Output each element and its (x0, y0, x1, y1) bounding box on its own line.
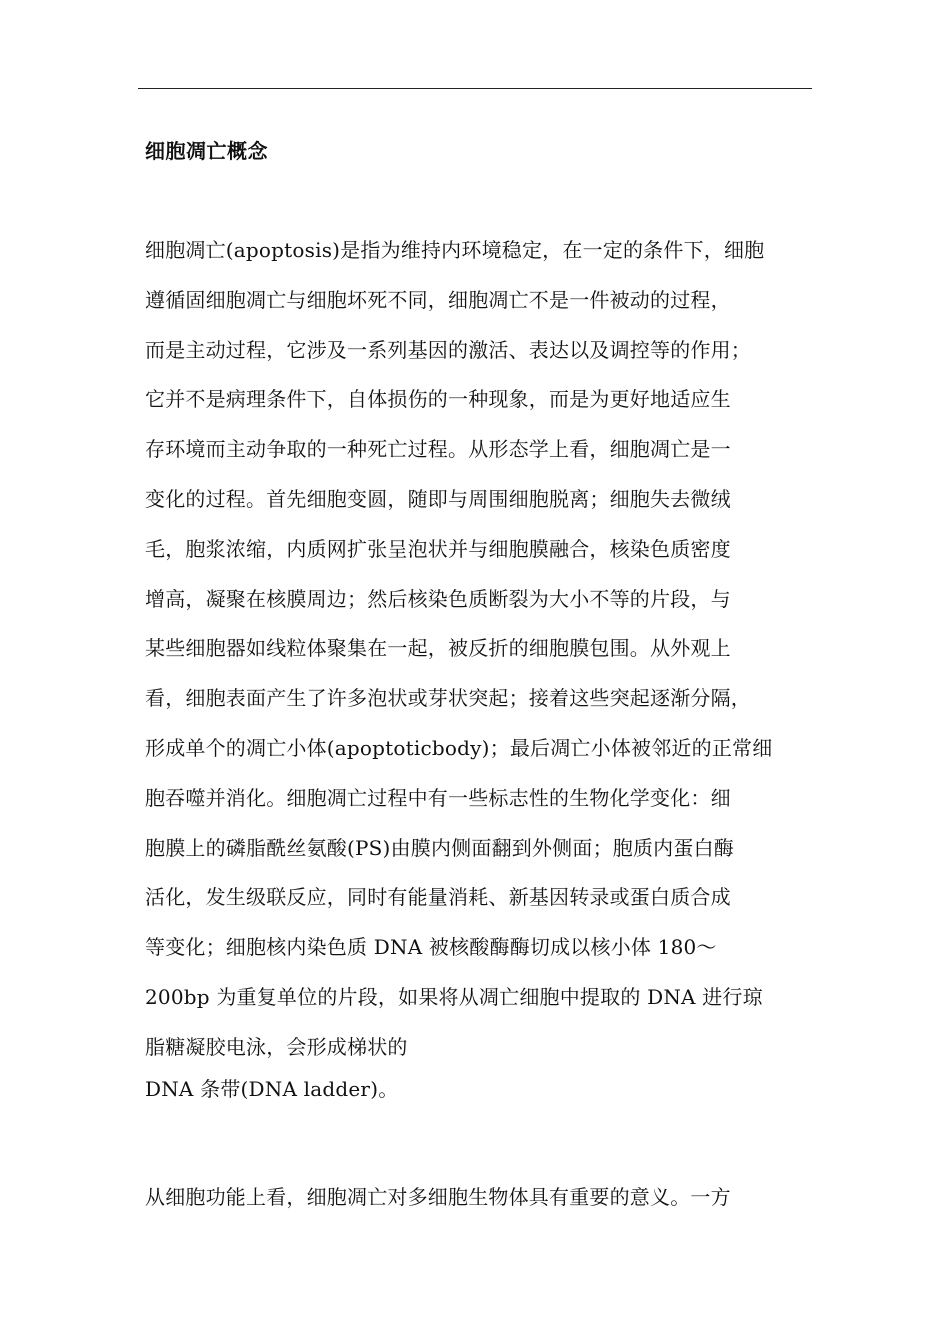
paragraph-apoptosis-function (145, 1182, 825, 1232)
paragraph-apoptosis-definition (145, 235, 825, 1124)
text-line: 遵循固细胞凋亡与细胞坏死不同，细胞凋亡不是一件被动的过程， (145, 287, 731, 312)
text-line: 活化，发生级联反应，同时有能量消耗、新基因转录或蛋白质合成 (145, 885, 731, 910)
text-line: 某些细胞器如线粒体聚集在一起，被反折的细胞膜包围。从外观上 (145, 636, 731, 661)
text-line: 毛，胞浆浓缩，内质网扩张呈泡状并与细胞膜融合，核染色质密度 (145, 536, 731, 561)
text-line: 看，细胞表面产生了许多泡状或芽状突起；接着这些突起逐渐分隔， (145, 686, 751, 711)
text-line: 形成单个的凋亡小体(apoptoticbody)；最后凋亡小体被邻近的正常细 (145, 735, 773, 760)
text-line: 脂糖凝胶电泳，会形成梯状的 (145, 1034, 408, 1059)
text-line: 增高，凝聚在核膜周边；然后核染色质断裂为大小不等的片段，与 (145, 586, 731, 611)
text-line: 胞吞噬并消化。细胞凋亡过程中有一些标志性的生物化学变化：细 (145, 785, 731, 810)
text-line: 它并不是病理条件下，自体损伤的一种现象，而是为更好地适应生 (145, 387, 731, 412)
text-line: 等变化；细胞核内染色质 DNA 被核酸酶酶切成以核小体 180～ (145, 935, 717, 960)
text-line: 而是主动过程，它涉及一系列基因的激活、表达以及调控等的作用； (145, 337, 751, 362)
text-line: 变化的过程。首先细胞变圆，随即与周围细胞脱离；细胞失去微绒 (145, 486, 731, 511)
section-title: 细胞凋亡概念 (145, 139, 268, 163)
text-line: 细胞凋亡(apoptosis)是指为维持内环境稳定，在一定的条件下，细胞 (145, 238, 765, 262)
text-line: 存环境而主动争取的一种死亡过程。从形态学上看，细胞凋亡是一 (145, 437, 731, 462)
text-line: 200bp 为重复单位的片段，如果将从凋亡细胞中提取的 DNA 进行琼 (145, 984, 763, 1009)
header-rule (138, 88, 812, 89)
text-line: DNA 条带(DNA ladder)。 (145, 1076, 399, 1101)
text-line: 从细胞功能上看，细胞凋亡对多细胞生物体具有重要的意义。一方 (145, 1185, 731, 1209)
text-line: 胞膜上的磷脂酰丝氨酸(PS)由膜内侧面翻到外侧面；胞质内蛋白酶 (145, 835, 734, 860)
